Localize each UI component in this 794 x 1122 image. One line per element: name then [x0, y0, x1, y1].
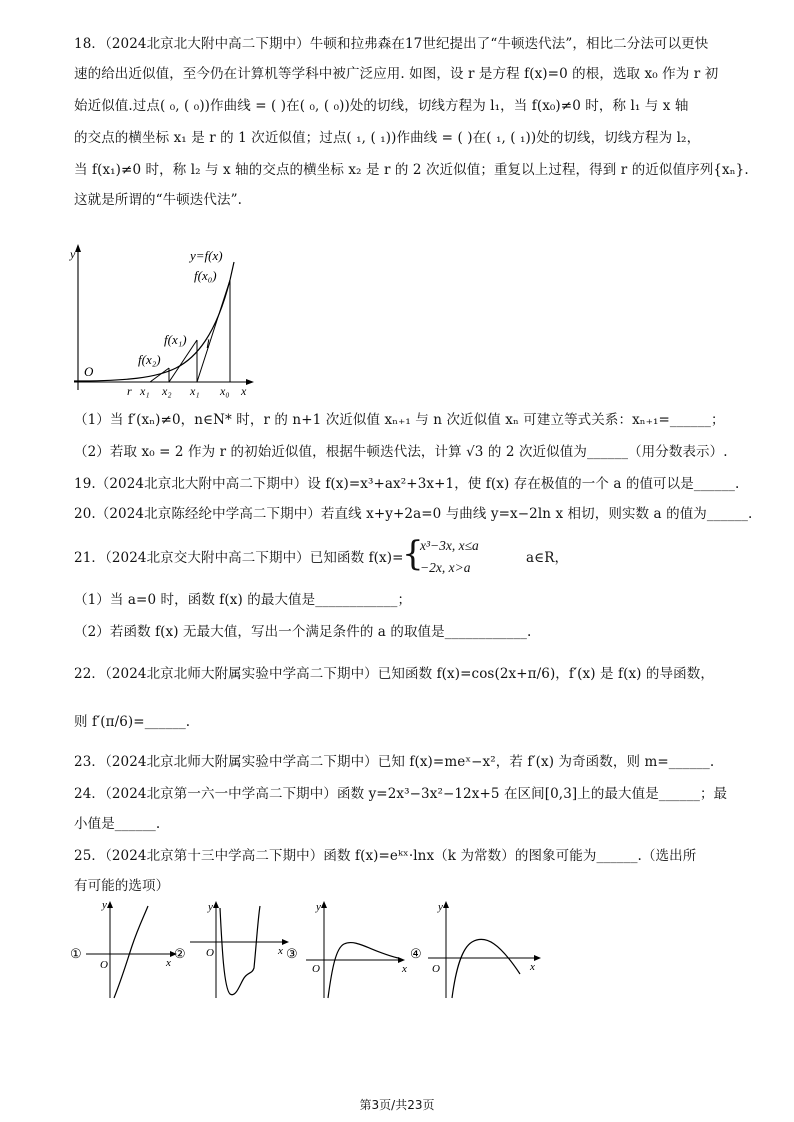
option-1-curve [114, 906, 148, 998]
q22-line-2: 则 f′(π/6)=______. [74, 714, 191, 730]
fx1-label: f(x₁) [164, 332, 187, 347]
q21-tail: a∈R， [526, 550, 569, 566]
q24-line-1: 24．（2024北京第一六一中学高二下期中）函数 y=2x³−3x²−12x+5 在区间[0,3]上的最大值是______；最 [74, 786, 728, 802]
option-4-graph [408, 898, 548, 1003]
option-4-curve [452, 939, 520, 998]
option-3-y-arrow [321, 901, 327, 908]
option-1-x-label: x [166, 957, 171, 969]
q21-sub2: （2）若函数 f(x) 无最大值，写出一个满足条件的 a 的取值是____________. [74, 624, 532, 640]
option-4-marker: ④ [410, 946, 422, 961]
q21-sub1: （1）当 a=0 时，函数 f(x) 的最大值是____________； [74, 592, 412, 608]
origin-label: O [84, 364, 94, 379]
q24-line-2: 小值是______. [74, 816, 161, 832]
option-4-origin: O [432, 963, 440, 975]
option-3-y-label: y [316, 901, 321, 913]
option-2-marker: ② [174, 946, 186, 961]
q21-piecewise [402, 536, 522, 580]
option-2-y-arrow [213, 901, 219, 908]
q23-text: 23．（2024北京北师大附属实验中学高二下期中）已知 f(x)=meˣ−x²，若 f′(x) 为奇函数，则 m=______. [74, 754, 715, 770]
option-4-x-arrow [534, 955, 541, 961]
q21-stem [74, 548, 404, 568]
page-footer: 第3页/共23页 [359, 1098, 435, 1112]
option-1-y-arrow [107, 901, 113, 908]
option-4-y-arrow [443, 901, 449, 908]
option-4-y-label: y [438, 901, 443, 913]
q20-text: 20.（2024北京陈经纶中学高二下期中）若直线 x+y+2a=0 与曲线 y=x−2ln x 相切，则实数 a 的值为______. [74, 506, 753, 522]
q25-line-2: 有可能的选项） [74, 878, 170, 894]
option-4-x-label: x [530, 961, 535, 973]
option-3-marker: ③ [286, 946, 298, 961]
tick-r: r [127, 384, 132, 398]
tangent-l1 [197, 280, 230, 382]
option-2-graph [174, 898, 294, 1003]
q18-line-4: 的交点的横坐标 x₁ 是 r 的 1 次近似值；过点( ₁, ( ₁))作曲线 = ( )在( ₁, ( ₁))处的切线，切线方程为 l₂， [74, 130, 701, 146]
q18-line-5: 当 f(x₁)≠0 时，称 l₂ 与 x 轴的交点的横坐标 x₂ 是 r 的 2 次近似值；重复以上过程，得到 r 的近似值序列{xₙ}. [74, 162, 749, 178]
y-axis-arrow [75, 244, 81, 252]
q19-text: 19.（2024北京北大附中高二下期中）设 f(x)=x³+ax²+3x+1，使 f(x) 存在极值的一个 a 的值可以是______. [74, 476, 740, 492]
q18-line-3: 始近似值.过点( ₀, ( ₀))作曲线 = ( )在( ₀, ( ₀))处的切线，切线方程为 l₁，当 f(x₀)≠0 时，称 l₁ 与 x 轴 [74, 98, 689, 114]
x-axis-arrow [246, 379, 254, 385]
option-2-y-label: y [208, 901, 213, 913]
newton-iteration-figure [66, 240, 256, 400]
fx0-label: f(x₀) [194, 268, 217, 283]
q25-line-1: 25．（2024北京第十三中学高二下期中）函数 f(x)=eᵏˣ·lnx（k 为常数）的图象可能为______.（选出所 [74, 848, 697, 864]
fx2-label: f(x₂) [138, 352, 161, 367]
option-2-origin: O [206, 947, 214, 959]
option-1-graph [70, 898, 180, 1003]
q18-sub2: （2）若取 x₀ = 2 作为 r 的初始近似值，根据牛顿迭代法，计算 √3 的 2 次近似值为______（用分数表示）. [74, 444, 728, 460]
q21-case-2: −2x, x>a [420, 560, 471, 575]
option-1-marker: ① [70, 946, 82, 961]
option-3-graph [286, 898, 406, 1003]
q21-stem-text: 21．（2024北京交大附中高二下期中）已知函数 f(x)= [74, 550, 404, 566]
y-axis-label: y [70, 247, 76, 261]
q21-case-1: x³−3x, x≤a [420, 538, 479, 553]
tick-x1-left: x₁ [140, 384, 150, 398]
tick-x2: x₂ [162, 384, 172, 398]
option-2-curve [220, 906, 260, 995]
q22-line-1: 22．（2024北京北师大附属实验中学高二下期中）已知函数 f(x)=cos(2x+π/6)，f′(x) 是 f(x) 的导函数， [74, 666, 714, 682]
tangent-l3 [150, 368, 169, 382]
option-3-origin: O [312, 963, 320, 975]
x-axis-label: x [241, 384, 247, 398]
q18-line-1: 18．（2024北京北大附中高二下期中）牛顿和拉弗森在17世纪提出了“牛顿迭代法”，相比二分法可以更快 [74, 36, 709, 52]
option-2-x-label: x [278, 945, 283, 957]
left-brace: { [402, 534, 424, 574]
tick-x1: x₁ [190, 384, 200, 398]
tangent-l-label: l [206, 336, 210, 351]
q18-sub1: （1）当 f′(xₙ)≠0，n∈N* 时，r 的 n+1 次近似值 xₙ₊₁ 与 n 次近似值 xₙ 可建立等式关系：xₙ₊₁=______； [74, 412, 725, 428]
tick-x0: x₀ [220, 384, 230, 398]
option-1-y-label: y [102, 899, 107, 911]
q18-line-6: 这就是所谓的“牛顿迭代法”. [74, 192, 242, 208]
option-3-x-label: x [402, 963, 407, 975]
curve-label: y=f(x) [190, 248, 223, 263]
q18-line-2: 速的给出近似值，至今仍在计算机等学科中被广泛应用. 如图，设 r 是方程 f(x)=0 的根，选取 x₀ 作为 r 初 [74, 66, 719, 82]
option-1-origin: O [100, 959, 108, 971]
option-3-curve [328, 943, 398, 998]
